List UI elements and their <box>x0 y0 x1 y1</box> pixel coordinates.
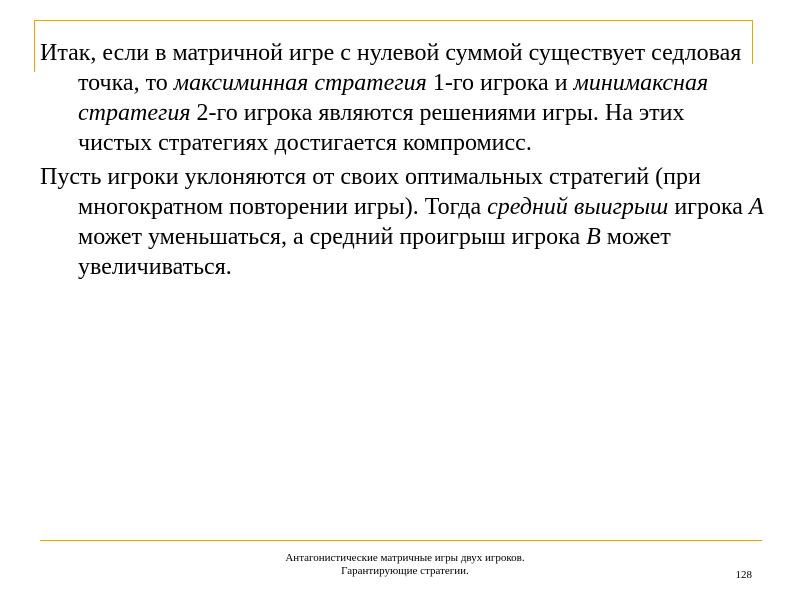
p2-term-average-win: средний выигрыш <box>487 194 669 220</box>
top-rule <box>34 20 752 21</box>
p1-seg-4: 2-го игрока являются решениями игры. На этих чистых стратегиях достигается компромисс. <box>78 100 685 156</box>
footer-title: Антагонистические матричные игры двух игроков. Гарантирующие стратегии. <box>285 552 525 577</box>
p1-term-maximin: максиминная стратегия <box>173 70 427 96</box>
slide-body <box>40 38 764 286</box>
p1-term-minimax: минимаксная стратегия <box>78 70 709 126</box>
p2-seg-6: может увеличиваться. <box>78 224 671 280</box>
left-rule <box>34 20 35 72</box>
p2-player-a: A <box>748 194 764 220</box>
p1-seg-0: Итак, если в матричной игре с нулевой суммой существует седловая точка, то <box>40 40 742 96</box>
p2-player-b: B <box>586 224 601 250</box>
paragraph-2 <box>40 162 764 282</box>
bottom-rule <box>40 540 762 541</box>
p1-seg-2: 1-го игрока и <box>426 70 574 96</box>
paragraph-1 <box>40 38 764 158</box>
p2-seg-2: игрока <box>668 194 749 220</box>
page-number: 128 <box>735 569 752 581</box>
p2-seg-4: может уменьшаться, а средний проигрыш игрока <box>78 224 587 250</box>
p2-seg-0: Пусть игроки уклоняются от своих оптимальных стратегий (при многократном повторении игры). Тогда <box>40 164 701 220</box>
